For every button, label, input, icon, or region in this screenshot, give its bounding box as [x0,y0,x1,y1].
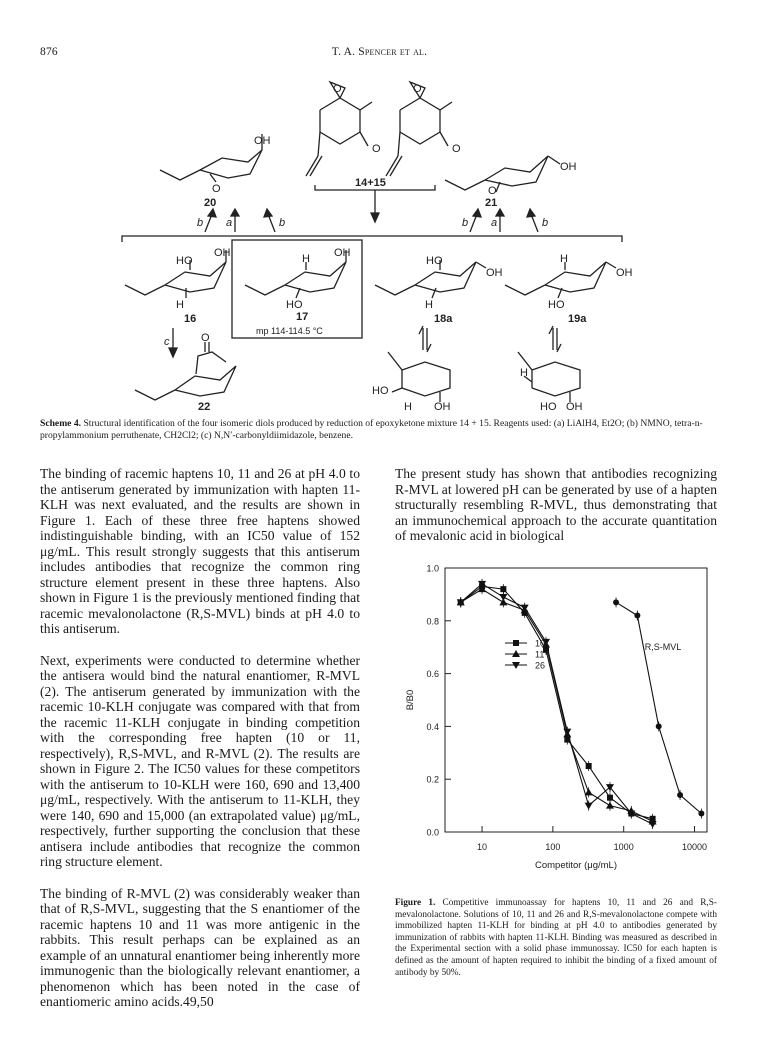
reagent-mark: b [197,217,204,229]
atom-oh: OH [566,401,583,413]
running-head: T. A. Spencer et al. [331,46,428,58]
atom-ho: HO [426,255,443,267]
ketone-21 [445,156,560,192]
reagent-mark: b [279,217,286,229]
left-column [40,466,360,1026]
x-tick-label: 1000 [613,842,634,852]
reagent-mark: b [542,217,549,229]
compound-19b [548,414,567,415]
atom-ho: HO [548,299,565,311]
epoxyketone-15 [386,82,452,176]
data-point [634,613,640,619]
scheme-diagram [0,70,759,415]
page-number: 876 [40,46,58,58]
data-point [607,795,613,801]
atom-ho: HO [176,255,193,267]
y-tick-label: 0.6 [426,669,439,680]
data-point [500,586,506,592]
x-axis-label: Competitor (μg/mL) [534,860,618,871]
data-point [613,599,619,605]
reagent-mark: b [462,217,469,229]
data-point [585,803,593,810]
series-label: R,S-MVL [644,641,682,652]
y-tick-label: 0.4 [426,721,439,732]
ketone-20 [160,134,262,182]
atom-h: H [520,367,528,379]
x-tick-label: 10 [477,842,488,852]
right-column [395,466,717,560]
atom-o: O [413,83,422,95]
scheme-caption-text: Structural identification of the four isomeric diols produced by reduction of epoxyketone mixture 14 + 15. Reagents used: (a) LiAlH4, Et2O; (b) NMNO, tetra-n-propylammonium perruthenate, CH2Cl2; (c) N,N′-carbonyldiimidazole, benzene. [40,418,703,441]
y-tick-label: 0.0 [426,827,439,838]
carbonate-22 [135,342,236,400]
legend-label: 26 [535,660,546,671]
scheme-caption-label: Scheme 4. [40,418,82,429]
atom-h: H [302,253,310,265]
figure-caption-text: Competitive immunoassay for haptens 10, 11 and 26 and R,S-mevalonolactone. Solutions of 10, 11 and 26 and R,S-mevalonolactone compete with immobilized hapten 11-KLH for binding at pH 4.0 to antibodies generated by immunization of rabbits with hapten 11-KLH. Binding was measured as described in the Experimental section with a solid phase immunossay. IC50 for each hapten is defined as the amount of hapten required to inhibit the binding of a fixed amount of antibody by 50%. [395,898,717,978]
y-tick-label: 1.0 [426,563,439,574]
atom-h: H [176,299,184,311]
atom-h: H [425,299,433,311]
legend-label: 10 [535,638,546,649]
atom-o: O [452,143,461,155]
data-point [606,802,614,809]
legend-label: 11 [535,649,545,660]
reagent-mark: a [491,217,498,229]
compound-16: 16 [184,313,197,325]
atom-o: O [201,332,210,344]
atom-oh: OH [560,161,577,173]
compound-18b [416,414,435,415]
figure-caption-label: Figure 1. [395,898,436,908]
series-line [616,602,701,813]
data-point [677,792,683,798]
diol-18b [388,352,450,402]
series-line [461,586,653,818]
atom-oh: OH [334,247,351,259]
compound-19a: 19a [568,313,587,325]
atom-ho: HO [372,385,389,397]
reagent-mark: a [226,217,233,229]
diol-17 [245,250,346,298]
data-point [586,763,592,769]
plot-frame [445,568,707,832]
atom-o: O [212,183,221,195]
body-paragraph: The present study has shown that antibodies recognizing R-MVL at lowered pH can be generated by use of a hapten structurally resembling R-MVL, thus demonstrating that an immunochemical approach to the accurate quantitation of mevalonic acid in biological [395,466,717,543]
compound-22: 22 [198,401,211,413]
figure-1-chart [395,556,717,878]
y-axis-label: B/B0 [405,689,416,711]
compound-17: 17 [296,311,309,323]
x-tick-label: 100 [545,842,561,852]
data-point [563,729,571,736]
x-tick-label: 10000 [682,842,708,852]
melting-point: mp 114-114.5 °C [256,326,323,336]
compound-21: 21 [485,197,498,209]
atom-h: H [404,401,412,413]
data-point [656,723,662,729]
y-tick-label: 0.8 [426,616,439,627]
reagent-mark: c [164,336,170,348]
body-paragraph: Next, experiments were conducted to determine whether the antisera would bind the natural enantiomer, R-MVL (2). The antiserum generated by immunization with the racemic 10-KLH conjugate was compared with that from the racemic 11-KLH conjugate in binding competition with the corresponding free hapten (10 or 11, respectively), R,S-MVL, and R-MVL (2). The results are shown in Figure 2. The IC50 values for these competitors with the antiserum to 10-KLH were 160, 690 and 13,400 μg/mL, respectively. With the antiserum to 11-KLH, they were 140, 690 and 15,000 (an extrapolated value) μg/mL, respectively, further supporting the conclusion that these antisera include antibodies that recognize the common ring structure element. [40,652,360,869]
figure-caption [395,898,717,979]
atom-o: O [333,83,342,95]
data-point [698,811,704,817]
atom-o: O [372,143,381,155]
diol-19a [505,262,616,298]
atom-oh: OH [214,247,231,259]
atom-oh: OH [254,135,271,147]
scheme-caption [40,418,720,442]
compound-20: 20 [204,197,217,209]
series-line [461,589,653,821]
atom-oh: OH [616,267,633,279]
atom-ho: HO [540,401,557,413]
epoxyketone-14 [306,82,372,176]
atom-o: O [488,185,497,197]
data-point [513,640,519,646]
body-paragraph: The binding of racemic haptens 10, 11 and 26 at pH 4.0 to the antiserum generated by immunization with hapten 11-KLH was next evaluated, and the results are shown in Figure 1. Each of these three free haptens showed indistinguishable binding, with an IC50 value of 152 μg/mL. This result strongly suggests that this antiserum includes antibodies that recognize the common ring structure element present in these three haptens. Also shown in Figure 1 is the previously mentioned finding that racemic mevalonolactone (R,S-MVL) binds at pH 4.0 to this antiserum. [40,466,360,636]
y-tick-label: 0.2 [426,774,439,785]
series-line [461,584,653,824]
data-point [649,821,657,828]
compound-18a: 18a [434,313,453,325]
atom-oh: OH [434,401,451,413]
atom-h: H [560,253,568,265]
atom-ho: HO [286,299,303,311]
body-paragraph: The binding of R-MVL (2) was considerably weaker than that of R,S-MVL, suggesting that the S enantiomer of the racemic haptens 10 and 11 was more antigenic in the rabbits. This result perhaps can be explained as an example of an unnatural enantiomer being inherently more immunogenic than the biologically relevant enantiomer, a phenomenon which has been noted in the case of enantiomeric amino acids.49,50 [40,885,360,1009]
atom-oh: OH [486,267,503,279]
label-14-15: 14+15 [355,177,386,189]
